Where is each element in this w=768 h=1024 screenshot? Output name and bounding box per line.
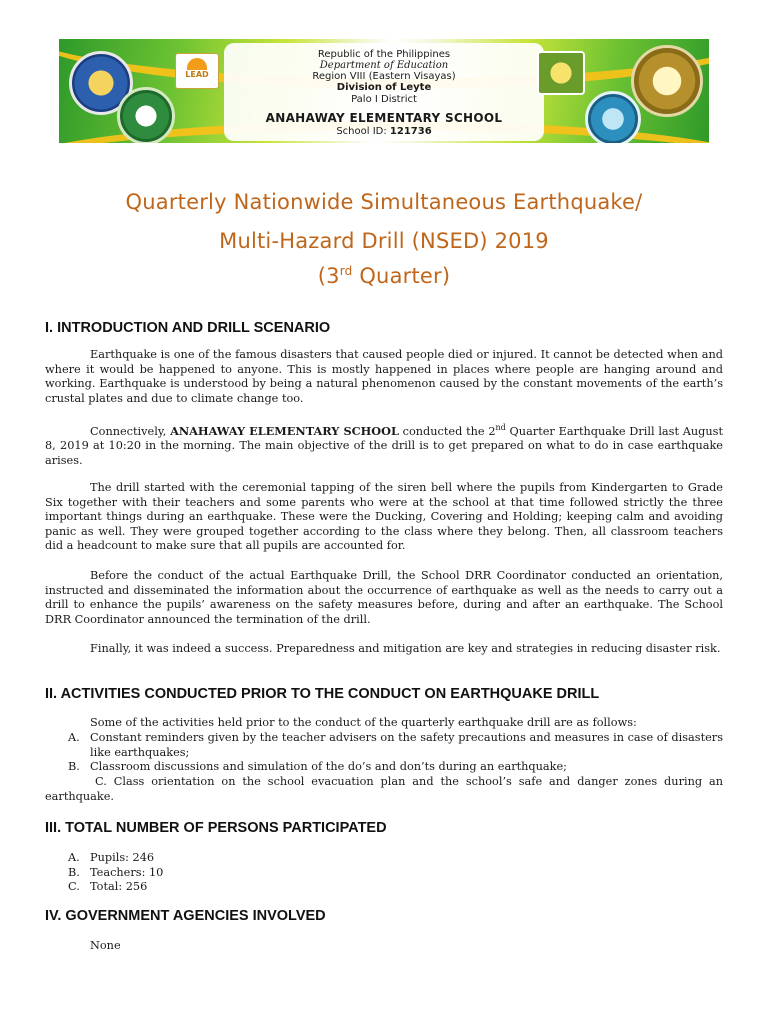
list-item: C. Total: 256 <box>68 880 148 894</box>
lead-sun-icon <box>187 58 207 70</box>
section-3-heading: III. TOTAL NUMBER OF PERSONS PARTICIPATED <box>45 820 387 836</box>
division-of-leyte-seal <box>631 45 703 117</box>
section-1-paragraph-2: Connectively, ANAHAWAY ELEMENTARY SCHOOL conducted the 2nd Quarter Earthquake Drill last August 8, 2019 at 10:20 in the morning. The main objective of the drill is to get prepared on what to do in case earthquake arises. <box>45 423 724 467</box>
doc-title-line3: (3rd Quarter) <box>317 264 451 288</box>
header-banner <box>59 39 709 143</box>
participants-list <box>68 851 723 895</box>
palo-district-seal <box>585 91 641 143</box>
header-republic: Republic of the Philippines <box>317 49 451 60</box>
agencies-value: None <box>90 939 121 952</box>
header-district: Palo I District <box>351 94 417 105</box>
list-item: B. Teachers: 10 <box>68 865 164 879</box>
section-2-list <box>68 731 723 775</box>
section-2-item-c: C. Class orientation on the school evacuation plan and the school’s safe and danger zones during an earthquake. <box>45 775 723 803</box>
section-1-paragraph-4: Before the conduct of the actual Earthquake Drill, the School DRR Coordinator conducted an orientation, instructed and disseminated the information about the occurrence of earthquake as well as the needs to carry out a drill to enhance the pupils’ awareness on the safety measures before, during and after an earthquake. The School DRR Coordinator announced the termination of the drill. <box>45 569 723 626</box>
section-2-intro: Some of the activities held prior to the conduct of the quarterly earthquake drill are as follows: <box>90 716 637 729</box>
list-item: A. Constant reminders given by the teacher advisers on the safety precautions and measures in case of disasters like earthquakes; <box>68 731 723 759</box>
list-item: A. Pupils: 246 <box>68 851 155 864</box>
header-department: Department of Education <box>319 60 449 71</box>
header-region: Region VIII (Eastern Visayas) <box>312 71 456 82</box>
section-1-heading: I. INTRODUCTION AND DRILL SCENARIO <box>45 320 331 336</box>
section-2-heading: II. ACTIVITIES CONDUCTED PRIOR TO THE CONDUCT ON EARTHQUAKE DRILL <box>45 686 600 702</box>
header-school-id: School ID: 121736 <box>336 126 432 137</box>
header-text <box>224 49 544 137</box>
header-division: Division of Leyte <box>336 82 432 93</box>
lead-logo <box>175 53 219 89</box>
list-item: B. Classroom discussions and simulation of the do’s and don’ts during an earthquake; <box>68 760 567 774</box>
header-school-name: ANAHAWAY ELEMENTARY SCHOOL <box>265 111 503 125</box>
school-name-inline: ANAHAWAY ELEMENTARY SCHOOL <box>170 423 399 438</box>
section-4-heading: IV. GOVERNMENT AGENCIES INVOLVED <box>45 908 326 924</box>
lead-logo-text: LEAD <box>185 69 209 79</box>
section-1-paragraph-1: Earthquake is one of the famous disasters that caused people died or injured. It cannot be detected when and where it would be happened to anyone. This is mostly happened in places where people are hanging around and working. Earthquake is understood by being a natural phenomenon caused by the constant movements of the earth’s crustal plates and due to climate change too. <box>45 348 723 405</box>
school-seal-logo <box>117 87 175 143</box>
section-1-paragraph-3: The drill started with the ceremonial tapping of the siren bell where the pupils from Kindergarten to Grade Six together with their teachers and some parents who were at the school at that time followed strictly the three important things during an earthquake. These were the Ducking, Covering and Holding; keeping calm and avoiding panic as well. They were grouped together according to the class where they belong. Then, all classroom teachers did a headcount to make sure that all pupils are accounted for. <box>45 481 723 553</box>
bayanihan-logo <box>537 51 585 95</box>
doc-title-line1: Quarterly Nationwide Simultaneous Earthquake/ <box>125 190 643 214</box>
doc-title-line2: Multi-Hazard Drill (NSED) 2019 <box>219 229 549 253</box>
section-1-paragraph-5: Finally, it was indeed a success. Preparedness and mitigation are key and strategies in reducing disaster risk. <box>90 642 721 655</box>
